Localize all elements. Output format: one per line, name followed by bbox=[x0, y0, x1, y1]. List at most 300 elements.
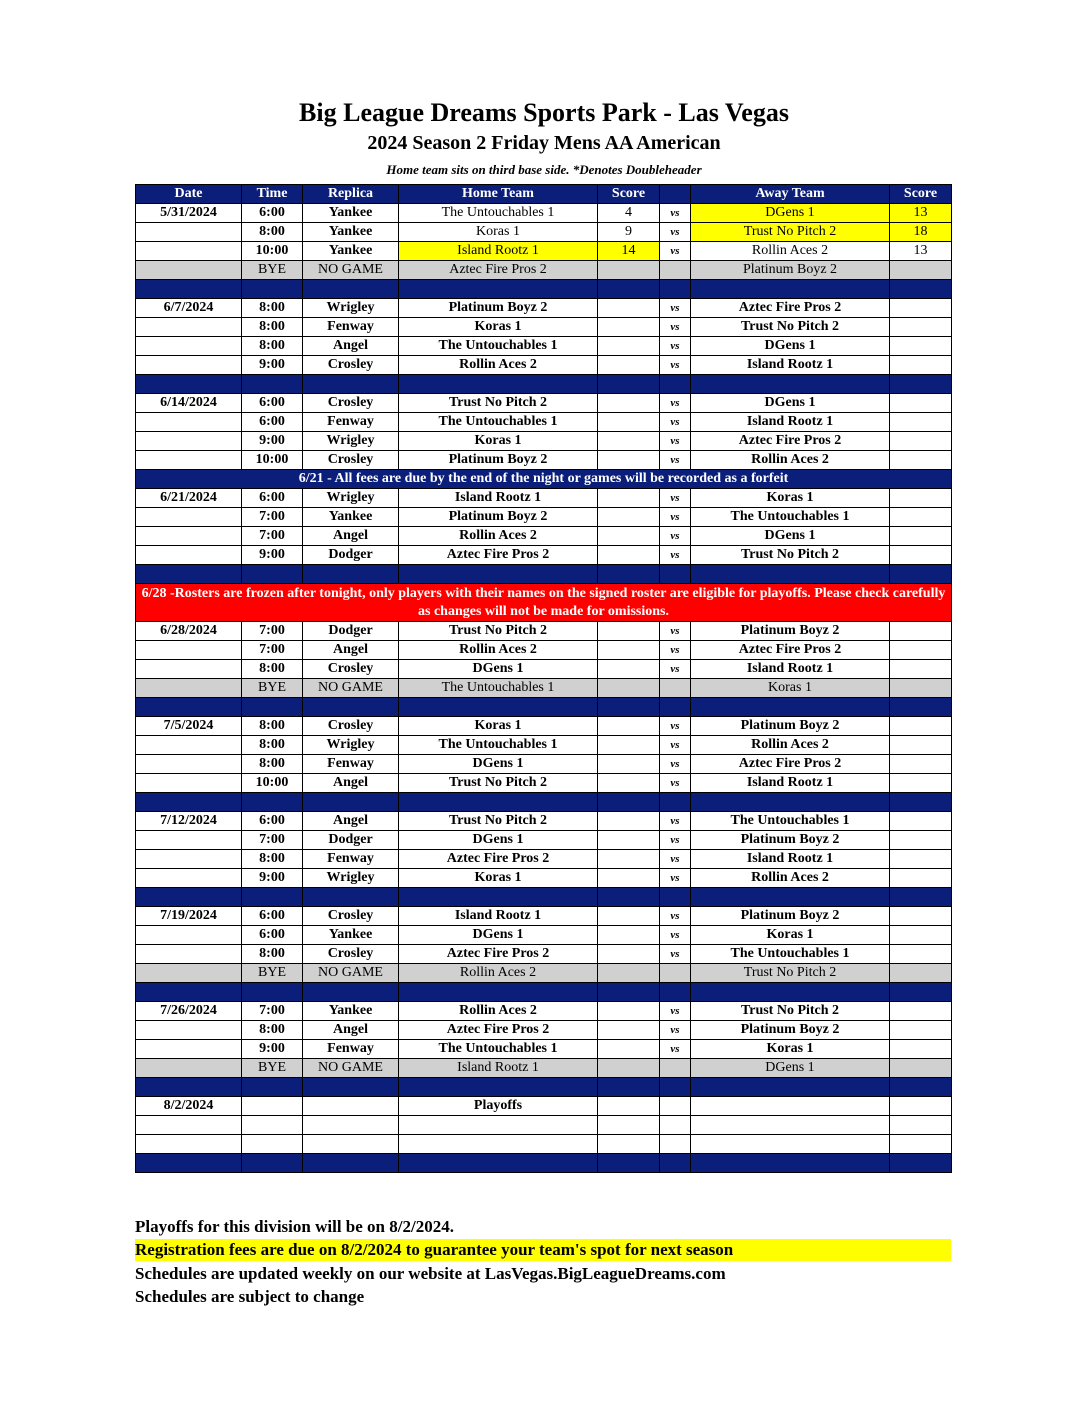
separator-cell bbox=[691, 375, 890, 394]
separator-cell bbox=[691, 280, 890, 299]
time-cell: 7:00 bbox=[242, 622, 303, 641]
away-score-cell bbox=[890, 907, 952, 926]
separator-cell bbox=[890, 1154, 952, 1173]
date-cell bbox=[136, 261, 242, 280]
date-cell bbox=[136, 1135, 242, 1154]
home-team-cell: Koras 1 bbox=[399, 717, 598, 736]
replica-cell: Crosley bbox=[303, 660, 399, 679]
separator-cell bbox=[660, 793, 691, 812]
replica-cell: Fenway bbox=[303, 318, 399, 337]
game-row bbox=[136, 1002, 952, 1021]
separator-cell bbox=[303, 793, 399, 812]
game-row bbox=[136, 204, 952, 223]
home-team-cell bbox=[399, 1116, 598, 1135]
away-team-cell: Island Rootz 1 bbox=[691, 660, 890, 679]
separator-cell bbox=[303, 1154, 399, 1173]
separator-cell bbox=[242, 793, 303, 812]
replica-cell: Wrigley bbox=[303, 299, 399, 318]
time-cell: 9:00 bbox=[242, 1040, 303, 1059]
date-cell bbox=[136, 869, 242, 888]
date-cell: 7/26/2024 bbox=[136, 1002, 242, 1021]
away-score-cell: 18 bbox=[890, 223, 952, 242]
vs-cell bbox=[660, 964, 691, 983]
separator-cell bbox=[660, 698, 691, 717]
vs-cell: vs bbox=[660, 641, 691, 660]
away-team-cell: Trust No Pitch 2 bbox=[691, 546, 890, 565]
separator-cell bbox=[890, 1078, 952, 1097]
bye-row bbox=[136, 1059, 952, 1078]
home-team-cell: The Untouchables 1 bbox=[399, 679, 598, 698]
away-team-cell: Platinum Boyz 2 bbox=[691, 622, 890, 641]
away-score-cell bbox=[890, 546, 952, 565]
time-cell: 8:00 bbox=[242, 1021, 303, 1040]
time-cell: 9:00 bbox=[242, 432, 303, 451]
home-team-cell: Koras 1 bbox=[399, 869, 598, 888]
time-cell: 8:00 bbox=[242, 299, 303, 318]
replica-cell: Crosley bbox=[303, 451, 399, 470]
separator-cell bbox=[303, 1078, 399, 1097]
footer-registration-note: Registration fees are due on 8/2/2024 to guarantee your team's spot for next season bbox=[135, 1239, 951, 1261]
vs-cell: vs bbox=[660, 413, 691, 432]
away-score-cell bbox=[890, 432, 952, 451]
date-cell bbox=[136, 356, 242, 375]
separator-cell bbox=[399, 375, 598, 394]
date-cell bbox=[136, 736, 242, 755]
game-row bbox=[136, 622, 952, 641]
time-cell bbox=[242, 1097, 303, 1116]
away-score-cell bbox=[890, 1059, 952, 1078]
game-row bbox=[136, 1021, 952, 1040]
away-team-cell: Koras 1 bbox=[691, 679, 890, 698]
home-score-cell bbox=[598, 641, 660, 660]
replica-cell: Fenway bbox=[303, 850, 399, 869]
game-row bbox=[136, 318, 952, 337]
home-team-cell: The Untouchables 1 bbox=[399, 337, 598, 356]
vs-cell: vs bbox=[660, 451, 691, 470]
away-score-cell bbox=[890, 489, 952, 508]
home-team-cell: DGens 1 bbox=[399, 755, 598, 774]
separator-cell bbox=[691, 698, 890, 717]
separator-cell bbox=[598, 698, 660, 717]
vs-cell: vs bbox=[660, 1021, 691, 1040]
away-team-cell: Aztec Fire Pros 2 bbox=[691, 641, 890, 660]
game-row bbox=[136, 755, 952, 774]
separator-cell bbox=[136, 1078, 242, 1097]
home-team-cell: Aztec Fire Pros 2 bbox=[399, 945, 598, 964]
date-cell: 6/21/2024 bbox=[136, 489, 242, 508]
date-cell bbox=[136, 242, 242, 261]
away-score-cell bbox=[890, 1002, 952, 1021]
game-row bbox=[136, 299, 952, 318]
away-team-cell bbox=[691, 1135, 890, 1154]
replica-cell: Dodger bbox=[303, 622, 399, 641]
away-team-cell: Koras 1 bbox=[691, 1040, 890, 1059]
time-cell: 7:00 bbox=[242, 831, 303, 850]
separator-cell bbox=[598, 565, 660, 584]
away-team-cell: Rollin Aces 2 bbox=[691, 736, 890, 755]
header-away-score: Score bbox=[890, 185, 952, 204]
home-score-cell bbox=[598, 508, 660, 527]
home-score-cell bbox=[598, 1135, 660, 1154]
away-score-cell bbox=[890, 318, 952, 337]
home-score-cell bbox=[598, 356, 660, 375]
away-team-cell: Rollin Aces 2 bbox=[691, 451, 890, 470]
replica-cell: Wrigley bbox=[303, 736, 399, 755]
separator-cell bbox=[303, 565, 399, 584]
time-cell: 7:00 bbox=[242, 641, 303, 660]
away-team-cell: Platinum Boyz 2 bbox=[691, 261, 890, 280]
game-row bbox=[136, 337, 952, 356]
date-cell bbox=[136, 679, 242, 698]
vs-cell: vs bbox=[660, 945, 691, 964]
date-cell: 6/14/2024 bbox=[136, 394, 242, 413]
time-cell: 6:00 bbox=[242, 204, 303, 223]
home-team-cell: The Untouchables 1 bbox=[399, 204, 598, 223]
away-score-cell bbox=[890, 1040, 952, 1059]
date-cell bbox=[136, 508, 242, 527]
vs-cell: vs bbox=[660, 394, 691, 413]
game-row bbox=[136, 717, 952, 736]
separator-cell bbox=[890, 375, 952, 394]
home-score-cell bbox=[598, 413, 660, 432]
header-home-score: Score bbox=[598, 185, 660, 204]
replica-cell: Yankee bbox=[303, 204, 399, 223]
home-team-cell: Trust No Pitch 2 bbox=[399, 774, 598, 793]
game-row bbox=[136, 1097, 952, 1116]
away-team-cell: Aztec Fire Pros 2 bbox=[691, 299, 890, 318]
header-date: Date bbox=[136, 185, 242, 204]
home-score-cell bbox=[598, 926, 660, 945]
away-team-cell: Platinum Boyz 2 bbox=[691, 1021, 890, 1040]
away-team-cell: DGens 1 bbox=[691, 394, 890, 413]
away-score-cell bbox=[890, 394, 952, 413]
vs-cell: vs bbox=[660, 299, 691, 318]
header-replica: Replica bbox=[303, 185, 399, 204]
away-score-cell bbox=[890, 964, 952, 983]
time-cell bbox=[242, 1135, 303, 1154]
away-score-cell bbox=[890, 831, 952, 850]
schedule-table bbox=[135, 184, 952, 1173]
replica-cell: Yankee bbox=[303, 1002, 399, 1021]
home-team-cell: Island Rootz 1 bbox=[399, 1059, 598, 1078]
home-team-cell: Koras 1 bbox=[399, 223, 598, 242]
date-cell bbox=[136, 850, 242, 869]
home-score-cell bbox=[598, 964, 660, 983]
replica-cell: Crosley bbox=[303, 907, 399, 926]
replica-cell: Yankee bbox=[303, 223, 399, 242]
replica-cell: Angel bbox=[303, 527, 399, 546]
away-team-cell: Koras 1 bbox=[691, 926, 890, 945]
vs-cell: vs bbox=[660, 546, 691, 565]
date-cell bbox=[136, 774, 242, 793]
replica-cell: Angel bbox=[303, 1021, 399, 1040]
vs-cell: vs bbox=[660, 204, 691, 223]
date-cell: 7/19/2024 bbox=[136, 907, 242, 926]
vs-cell bbox=[660, 261, 691, 280]
time-cell: 6:00 bbox=[242, 812, 303, 831]
separator-cell bbox=[890, 698, 952, 717]
away-score-cell bbox=[890, 812, 952, 831]
time-cell: 6:00 bbox=[242, 489, 303, 508]
header-time: Time bbox=[242, 185, 303, 204]
game-row bbox=[136, 660, 952, 679]
away-score-cell bbox=[890, 1097, 952, 1116]
away-score-cell bbox=[890, 413, 952, 432]
separator-cell bbox=[303, 375, 399, 394]
home-score-cell bbox=[598, 774, 660, 793]
separator-cell bbox=[399, 983, 598, 1002]
separator-cell bbox=[691, 888, 890, 907]
game-row bbox=[136, 356, 952, 375]
time-cell: 7:00 bbox=[242, 527, 303, 546]
replica-cell: Yankee bbox=[303, 242, 399, 261]
date-cell bbox=[136, 964, 242, 983]
time-cell: 9:00 bbox=[242, 869, 303, 888]
replica-cell: NO GAME bbox=[303, 1059, 399, 1078]
bye-row bbox=[136, 964, 952, 983]
roster-warning-row bbox=[136, 584, 952, 622]
home-score-cell bbox=[598, 869, 660, 888]
home-score-cell: 9 bbox=[598, 223, 660, 242]
home-team-cell: Rollin Aces 2 bbox=[399, 964, 598, 983]
separator-cell bbox=[399, 565, 598, 584]
home-score-cell bbox=[598, 432, 660, 451]
separator-cell bbox=[242, 698, 303, 717]
home-score-cell bbox=[598, 717, 660, 736]
separator-cell bbox=[136, 793, 242, 812]
vs-cell: vs bbox=[660, 622, 691, 641]
game-row bbox=[136, 223, 952, 242]
game-row bbox=[136, 489, 952, 508]
home-team-cell bbox=[399, 1135, 598, 1154]
game-row bbox=[136, 1040, 952, 1059]
home-score-cell bbox=[598, 261, 660, 280]
home-score-cell bbox=[598, 945, 660, 964]
vs-cell: vs bbox=[660, 774, 691, 793]
time-cell: BYE bbox=[242, 1059, 303, 1078]
separator-cell bbox=[303, 698, 399, 717]
time-cell: 8:00 bbox=[242, 755, 303, 774]
vs-cell: vs bbox=[660, 660, 691, 679]
game-row bbox=[136, 1116, 952, 1135]
home-team-cell: Rollin Aces 2 bbox=[399, 356, 598, 375]
game-row bbox=[136, 945, 952, 964]
away-score-cell bbox=[890, 1021, 952, 1040]
replica-cell: Angel bbox=[303, 641, 399, 660]
away-score-cell bbox=[890, 945, 952, 964]
time-cell: BYE bbox=[242, 261, 303, 280]
vs-cell: vs bbox=[660, 318, 691, 337]
fees-notice-row bbox=[136, 470, 952, 489]
game-row bbox=[136, 394, 952, 413]
replica-cell: Crosley bbox=[303, 945, 399, 964]
vs-cell: vs bbox=[660, 717, 691, 736]
vs-cell: vs bbox=[660, 907, 691, 926]
separator-cell bbox=[303, 983, 399, 1002]
home-team-cell: Island Rootz 1 bbox=[399, 907, 598, 926]
time-cell: 7:00 bbox=[242, 1002, 303, 1021]
away-team-cell: DGens 1 bbox=[691, 527, 890, 546]
home-score-cell: 14 bbox=[598, 242, 660, 261]
away-team-cell: Trust No Pitch 2 bbox=[691, 964, 890, 983]
home-team-cell: Platinum Boyz 2 bbox=[399, 451, 598, 470]
separator-row bbox=[136, 983, 952, 1002]
away-team-cell: Aztec Fire Pros 2 bbox=[691, 432, 890, 451]
separator-cell bbox=[890, 793, 952, 812]
home-score-cell bbox=[598, 907, 660, 926]
date-cell bbox=[136, 223, 242, 242]
away-team-cell: DGens 1 bbox=[691, 1059, 890, 1078]
separator-cell bbox=[136, 375, 242, 394]
time-cell: 6:00 bbox=[242, 413, 303, 432]
away-score-cell bbox=[890, 641, 952, 660]
separator-row bbox=[136, 888, 952, 907]
replica-cell bbox=[303, 1116, 399, 1135]
away-team-cell: Island Rootz 1 bbox=[691, 356, 890, 375]
away-score-cell bbox=[890, 508, 952, 527]
separator-cell bbox=[399, 698, 598, 717]
away-score-cell bbox=[890, 299, 952, 318]
away-score-cell bbox=[890, 451, 952, 470]
away-team-cell: Island Rootz 1 bbox=[691, 413, 890, 432]
game-row bbox=[136, 831, 952, 850]
away-team-cell: Trust No Pitch 2 bbox=[691, 223, 890, 242]
away-score-cell bbox=[890, 679, 952, 698]
game-row bbox=[136, 641, 952, 660]
separator-cell bbox=[136, 888, 242, 907]
separator-cell bbox=[660, 375, 691, 394]
separator-cell bbox=[242, 565, 303, 584]
replica-cell: Fenway bbox=[303, 755, 399, 774]
game-row bbox=[136, 432, 952, 451]
vs-cell: vs bbox=[660, 1040, 691, 1059]
separator-cell bbox=[598, 280, 660, 299]
away-score-cell bbox=[890, 1135, 952, 1154]
replica-cell: Angel bbox=[303, 812, 399, 831]
separator-cell bbox=[242, 888, 303, 907]
separator-cell bbox=[136, 1154, 242, 1173]
home-score-cell bbox=[598, 1021, 660, 1040]
time-cell: 8:00 bbox=[242, 945, 303, 964]
separator-cell bbox=[242, 280, 303, 299]
home-score-cell bbox=[598, 1116, 660, 1135]
date-cell: 5/31/2024 bbox=[136, 204, 242, 223]
game-row bbox=[136, 1135, 952, 1154]
date-cell bbox=[136, 451, 242, 470]
vs-cell: vs bbox=[660, 755, 691, 774]
page-note: Home team sits on third base side. *Denotes Doubleheader bbox=[386, 162, 702, 177]
separator-row bbox=[136, 1078, 952, 1097]
away-score-cell: 13 bbox=[890, 242, 952, 261]
time-cell: 8:00 bbox=[242, 223, 303, 242]
time-cell: 6:00 bbox=[242, 907, 303, 926]
separator-cell bbox=[242, 375, 303, 394]
time-cell: 8:00 bbox=[242, 660, 303, 679]
away-team-cell: Trust No Pitch 2 bbox=[691, 318, 890, 337]
home-score-cell bbox=[598, 1002, 660, 1021]
vs-cell: vs bbox=[660, 356, 691, 375]
game-row bbox=[136, 850, 952, 869]
separator-row bbox=[136, 280, 952, 299]
home-team-cell: Rollin Aces 2 bbox=[399, 527, 598, 546]
home-team-cell: The Untouchables 1 bbox=[399, 1040, 598, 1059]
away-team-cell: Island Rootz 1 bbox=[691, 850, 890, 869]
vs-cell bbox=[660, 1135, 691, 1154]
home-team-cell: Trust No Pitch 2 bbox=[399, 622, 598, 641]
home-team-cell: Aztec Fire Pros 2 bbox=[399, 1021, 598, 1040]
date-cell: 7/5/2024 bbox=[136, 717, 242, 736]
home-team-cell: Koras 1 bbox=[399, 318, 598, 337]
home-team-cell: Aztec Fire Pros 2 bbox=[399, 546, 598, 565]
time-cell: 6:00 bbox=[242, 394, 303, 413]
separator-cell bbox=[691, 983, 890, 1002]
vs-cell bbox=[660, 1097, 691, 1116]
away-score-cell bbox=[890, 261, 952, 280]
separator-cell bbox=[598, 793, 660, 812]
date-cell bbox=[136, 926, 242, 945]
home-score-cell bbox=[598, 527, 660, 546]
separator-cell bbox=[691, 793, 890, 812]
vs-cell: vs bbox=[660, 223, 691, 242]
time-cell: 6:00 bbox=[242, 926, 303, 945]
home-score-cell bbox=[598, 394, 660, 413]
home-score-cell bbox=[598, 1059, 660, 1078]
home-score-cell bbox=[598, 679, 660, 698]
away-score-cell bbox=[890, 356, 952, 375]
date-cell bbox=[136, 755, 242, 774]
date-cell bbox=[136, 660, 242, 679]
replica-cell: Crosley bbox=[303, 394, 399, 413]
date-cell bbox=[136, 1059, 242, 1078]
replica-cell: NO GAME bbox=[303, 261, 399, 280]
separator-cell bbox=[691, 1154, 890, 1173]
away-team-cell: Platinum Boyz 2 bbox=[691, 717, 890, 736]
home-team-cell: Island Rootz 1 bbox=[399, 242, 598, 261]
vs-cell bbox=[660, 679, 691, 698]
date-cell bbox=[136, 432, 242, 451]
replica-cell: Yankee bbox=[303, 926, 399, 945]
separator-cell bbox=[660, 983, 691, 1002]
date-cell bbox=[136, 831, 242, 850]
separator-cell bbox=[660, 1154, 691, 1173]
home-score-cell bbox=[598, 736, 660, 755]
home-score-cell bbox=[598, 299, 660, 318]
date-cell: 6/7/2024 bbox=[136, 299, 242, 318]
replica-cell bbox=[303, 1097, 399, 1116]
separator-cell bbox=[890, 280, 952, 299]
replica-cell: Wrigley bbox=[303, 489, 399, 508]
date-cell bbox=[136, 641, 242, 660]
separator-cell bbox=[136, 565, 242, 584]
separator-cell bbox=[242, 1078, 303, 1097]
game-row bbox=[136, 413, 952, 432]
home-score-cell bbox=[598, 318, 660, 337]
separator-cell bbox=[303, 280, 399, 299]
vs-cell: vs bbox=[660, 926, 691, 945]
home-team-cell: DGens 1 bbox=[399, 660, 598, 679]
away-team-cell: Platinum Boyz 2 bbox=[691, 907, 890, 926]
game-row bbox=[136, 242, 952, 261]
bye-row bbox=[136, 261, 952, 280]
separator-cell bbox=[660, 888, 691, 907]
date-cell bbox=[136, 1116, 242, 1135]
home-score-cell bbox=[598, 622, 660, 641]
separator-cell bbox=[691, 565, 890, 584]
home-score-cell bbox=[598, 850, 660, 869]
away-score-cell bbox=[890, 736, 952, 755]
away-team-cell: The Untouchables 1 bbox=[691, 812, 890, 831]
vs-cell: vs bbox=[660, 337, 691, 356]
